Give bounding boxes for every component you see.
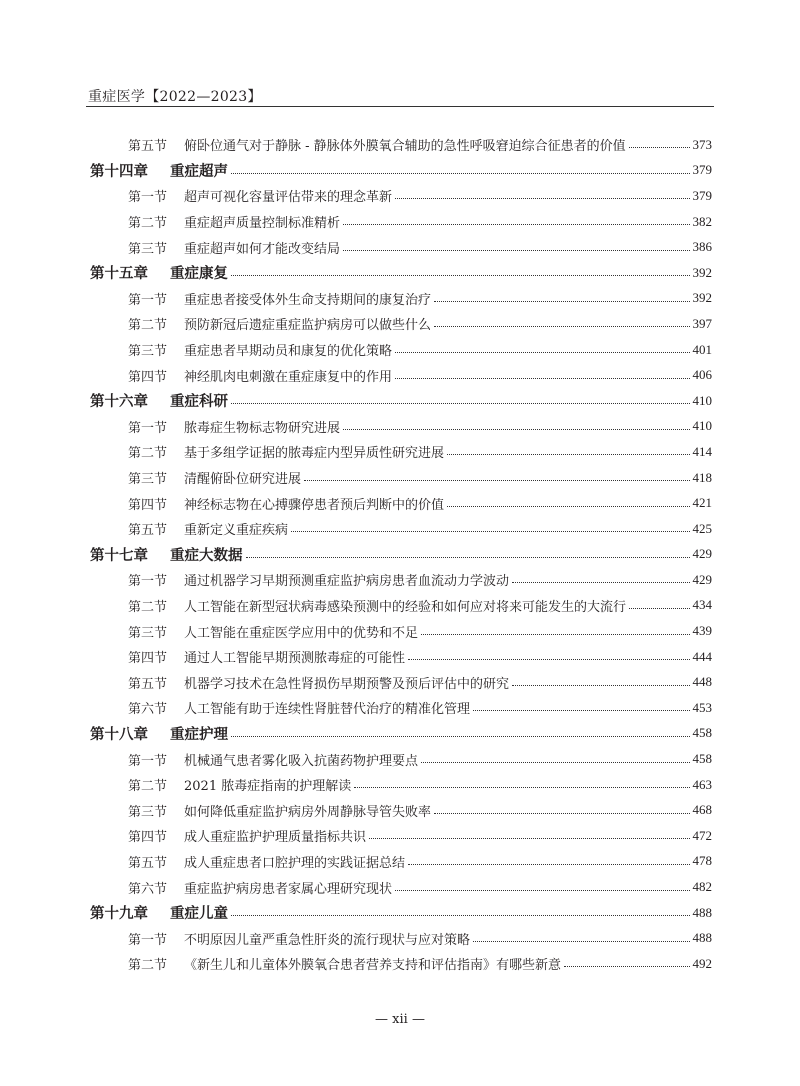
chapter-title: 重症大数据: [170, 547, 243, 564]
section-title: 机器学习技术在急性肾损伤早期预警及预后评估中的研究: [184, 676, 510, 692]
dot-leader: [246, 557, 690, 558]
section-number: 第三节: [128, 344, 168, 360]
page-number: 488: [692, 930, 712, 946]
dot-leader: [421, 762, 689, 763]
dot-leader: [231, 173, 690, 174]
dot-leader: [231, 275, 690, 276]
toc-section-entry[interactable]: [90, 823, 712, 849]
section-number: 第二节: [128, 446, 168, 462]
dot-leader: [231, 736, 690, 737]
toc-section-entry[interactable]: [90, 311, 712, 337]
dot-leader: [408, 864, 689, 865]
section-number: 第一节: [128, 292, 168, 308]
section-number: 第四节: [128, 369, 168, 385]
chapter-number: 第十九章: [90, 906, 148, 923]
page-number: 425: [692, 520, 712, 536]
chapter-title: 重症康复: [170, 266, 228, 283]
page-folio: — xii —: [375, 1012, 425, 1027]
dot-leader: [629, 608, 689, 609]
page-number: 429: [692, 571, 712, 587]
section-number: 第三节: [128, 804, 168, 820]
page-number: 458: [692, 751, 712, 767]
dot-leader: [434, 326, 689, 327]
page-number: 379: [692, 187, 712, 203]
dot-leader: [512, 582, 689, 583]
running-header: 重症医学【2022—2023】: [88, 89, 262, 105]
section-title: 超声可视化容量评估带来的理念革新: [184, 190, 393, 206]
dot-leader: [304, 480, 689, 481]
section-title: 2021 脓毒症指南的护理解读: [184, 779, 352, 795]
toc-section-entry[interactable]: [90, 183, 712, 209]
chapter-number: 第十六章: [90, 394, 148, 411]
toc-section-entry[interactable]: [90, 516, 712, 542]
toc-section-entry[interactable]: [90, 414, 712, 440]
toc-section-entry[interactable]: [90, 951, 712, 977]
section-number: 第四节: [128, 651, 168, 667]
section-number: 第二节: [128, 958, 168, 974]
section-number: 第六节: [128, 702, 168, 718]
dot-leader: [473, 941, 689, 942]
page-number: 453: [692, 699, 712, 715]
section-title: 脓毒症生物标志物研究进展: [184, 420, 341, 436]
page-number: 439: [692, 623, 712, 639]
dot-leader: [395, 890, 689, 891]
section-title: 神经标志物在心搏骤停患者预后判断中的价值: [184, 497, 445, 513]
section-number: 第三节: [128, 625, 168, 641]
section-number: 第三节: [128, 241, 168, 257]
dot-leader: [231, 915, 690, 916]
page-number: 410: [692, 392, 712, 408]
page-number: 410: [692, 418, 712, 434]
toc-chapter-entry[interactable]: [90, 721, 712, 747]
section-number: 第五节: [128, 139, 168, 155]
section-title: 成人重症患者口腔护理的实践证据总结: [184, 855, 406, 871]
toc-section-entry[interactable]: [90, 618, 712, 644]
section-number: 第四节: [128, 830, 168, 846]
toc-section-entry[interactable]: [90, 669, 712, 695]
section-title: 如何降低重症监护病房外周静脉导管失败率: [184, 804, 432, 820]
toc-section-entry[interactable]: [90, 337, 712, 363]
dot-leader: [343, 429, 689, 430]
section-title: 重症患者早期动员和康复的优化策略: [184, 344, 393, 360]
section-title: 重症监护病房患者家属心理研究现状: [184, 881, 393, 897]
page-number: 373: [692, 136, 712, 152]
toc-chapter-entry[interactable]: [90, 158, 712, 184]
section-title: 神经肌肉电刺激在重症康复中的作用: [184, 369, 393, 385]
dot-leader: [343, 224, 689, 225]
section-number: 第一节: [128, 932, 168, 948]
toc-section-entry[interactable]: [90, 593, 712, 619]
section-title: 人工智能有助于连续性肾脏替代治疗的精准化管理: [184, 702, 471, 718]
toc-section-entry[interactable]: [90, 695, 712, 721]
section-number: 第一节: [128, 574, 168, 590]
toc-section-entry[interactable]: [90, 874, 712, 900]
page-number: 444: [692, 648, 712, 664]
chapter-number: 第十五章: [90, 266, 148, 283]
chapter-title: 重症儿童: [170, 906, 228, 923]
page-number: 379: [692, 162, 712, 178]
toc-section-entry[interactable]: [90, 849, 712, 875]
dot-leader: [512, 685, 689, 686]
page-number: 472: [692, 827, 712, 843]
page-number: 401: [692, 341, 712, 357]
toc-section-entry[interactable]: [90, 746, 712, 772]
section-title: 通过人工智能早期预测脓毒症的可能性: [184, 651, 406, 667]
page-number: 492: [692, 955, 712, 971]
dot-leader: [434, 301, 689, 302]
page-number: 463: [692, 776, 712, 792]
dot-leader: [395, 352, 689, 353]
page-number: 448: [692, 674, 712, 690]
section-number: 第五节: [128, 676, 168, 692]
section-number: 第一节: [128, 753, 168, 769]
section-title: 成人重症监护护理质量指标共识: [184, 830, 367, 846]
toc-section-entry[interactable]: [90, 772, 712, 798]
section-number: 第二节: [128, 599, 168, 615]
dot-leader: [231, 403, 690, 404]
toc-section-entry[interactable]: [90, 490, 712, 516]
section-title: 清醒俯卧位研究进展: [184, 472, 302, 488]
toc-section-entry[interactable]: [90, 234, 712, 260]
toc-section-entry[interactable]: [90, 286, 712, 312]
section-title: 基于多组学证据的脓毒症内型异质性研究进展: [184, 446, 445, 462]
section-number: 第二节: [128, 318, 168, 334]
page-number: 392: [692, 264, 712, 280]
section-number: 第四节: [128, 497, 168, 513]
page-number: 429: [692, 546, 712, 562]
section-number: 第一节: [128, 420, 168, 436]
dot-leader: [343, 250, 689, 251]
header-rule: [86, 106, 714, 107]
toc-section-entry[interactable]: [90, 209, 712, 235]
section-number: 第二节: [128, 216, 168, 232]
dot-leader: [291, 531, 689, 532]
section-number: 第一节: [128, 190, 168, 206]
section-title: 《新生儿和儿童体外膜氧合患者营养支持和评估指南》有哪些新意: [184, 958, 562, 974]
page-number: 421: [692, 495, 712, 511]
dot-leader: [408, 659, 689, 660]
dot-leader: [395, 198, 689, 199]
dot-leader: [395, 378, 689, 379]
page-number: 458: [692, 725, 712, 741]
toc-section-entry[interactable]: [90, 132, 712, 158]
toc-chapter-entry[interactable]: [90, 900, 712, 926]
section-title: 重症超声质量控制标准精析: [184, 216, 341, 232]
toc-section-entry[interactable]: [90, 925, 712, 951]
page-number: 414: [692, 443, 712, 459]
toc-chapter-entry[interactable]: [90, 388, 712, 414]
chapter-number: 第十八章: [90, 726, 148, 743]
toc-section-entry[interactable]: [90, 644, 712, 670]
page-number: 482: [692, 879, 712, 895]
section-title: 重新定义重症疾病: [184, 523, 289, 539]
toc-section-entry[interactable]: [90, 567, 712, 593]
toc-section-entry[interactable]: [90, 465, 712, 491]
section-title: 人工智能在新型冠状病毒感染预测中的经验和如何应对将来可能发生的大流行: [184, 599, 627, 615]
dot-leader: [434, 813, 689, 814]
toc-section-entry[interactable]: [90, 439, 712, 465]
dot-leader: [629, 147, 690, 148]
dot-leader: [354, 787, 689, 788]
section-number: 第二节: [128, 779, 168, 795]
section-number: 第五节: [128, 855, 168, 871]
section-title: 不明原因儿童严重急性肝炎的流行现状与应对策略: [184, 932, 471, 948]
section-number: 第五节: [128, 523, 168, 539]
page-number: 434: [692, 597, 712, 613]
page-number: 478: [692, 853, 712, 869]
toc-section-entry[interactable]: [90, 797, 712, 823]
section-title: 机械通气患者雾化吸入抗菌药物护理要点: [184, 753, 419, 769]
page-number: 386: [692, 239, 712, 255]
chapter-title: 重症超声: [170, 163, 228, 180]
page-number: 382: [692, 213, 712, 229]
chapter-title: 重症科研: [170, 394, 228, 411]
dot-leader: [369, 838, 689, 839]
page-number: 392: [692, 290, 712, 306]
chapter-title: 重症护理: [170, 726, 228, 743]
chapter-number: 第十七章: [90, 547, 148, 564]
section-number: 第六节: [128, 881, 168, 897]
chapter-number: 第十四章: [90, 163, 148, 180]
page-number: 418: [692, 469, 712, 485]
toc-section-entry[interactable]: [90, 362, 712, 388]
page-number: 488: [692, 904, 712, 920]
dot-leader: [447, 506, 689, 507]
toc-chapter-entry[interactable]: [90, 260, 712, 286]
dot-leader: [447, 454, 689, 455]
page-number: 397: [692, 315, 712, 331]
toc-chapter-entry[interactable]: [90, 542, 712, 568]
table-of-contents: [90, 132, 712, 977]
section-title: 预防新冠后遗症重症监护病房可以做些什么: [184, 318, 432, 334]
section-title: 重症患者接受体外生命支持期间的康复治疗: [184, 292, 432, 308]
dot-leader: [421, 634, 689, 635]
page-number: 468: [692, 802, 712, 818]
section-title: 俯卧位通气对于静脉 - 静脉体外膜氧合辅助的急性呼吸窘迫综合征患者的价值: [184, 139, 626, 155]
section-number: 第三节: [128, 472, 168, 488]
dot-leader: [564, 966, 689, 967]
section-title: 通过机器学习早期预测重症监护病房患者血流动力学波动: [184, 574, 510, 590]
page-number: 406: [692, 367, 712, 383]
section-title: 人工智能在重症医学应用中的优势和不足: [184, 625, 419, 641]
dot-leader: [473, 710, 689, 711]
section-title: 重症超声如何才能改变结局: [184, 241, 341, 257]
